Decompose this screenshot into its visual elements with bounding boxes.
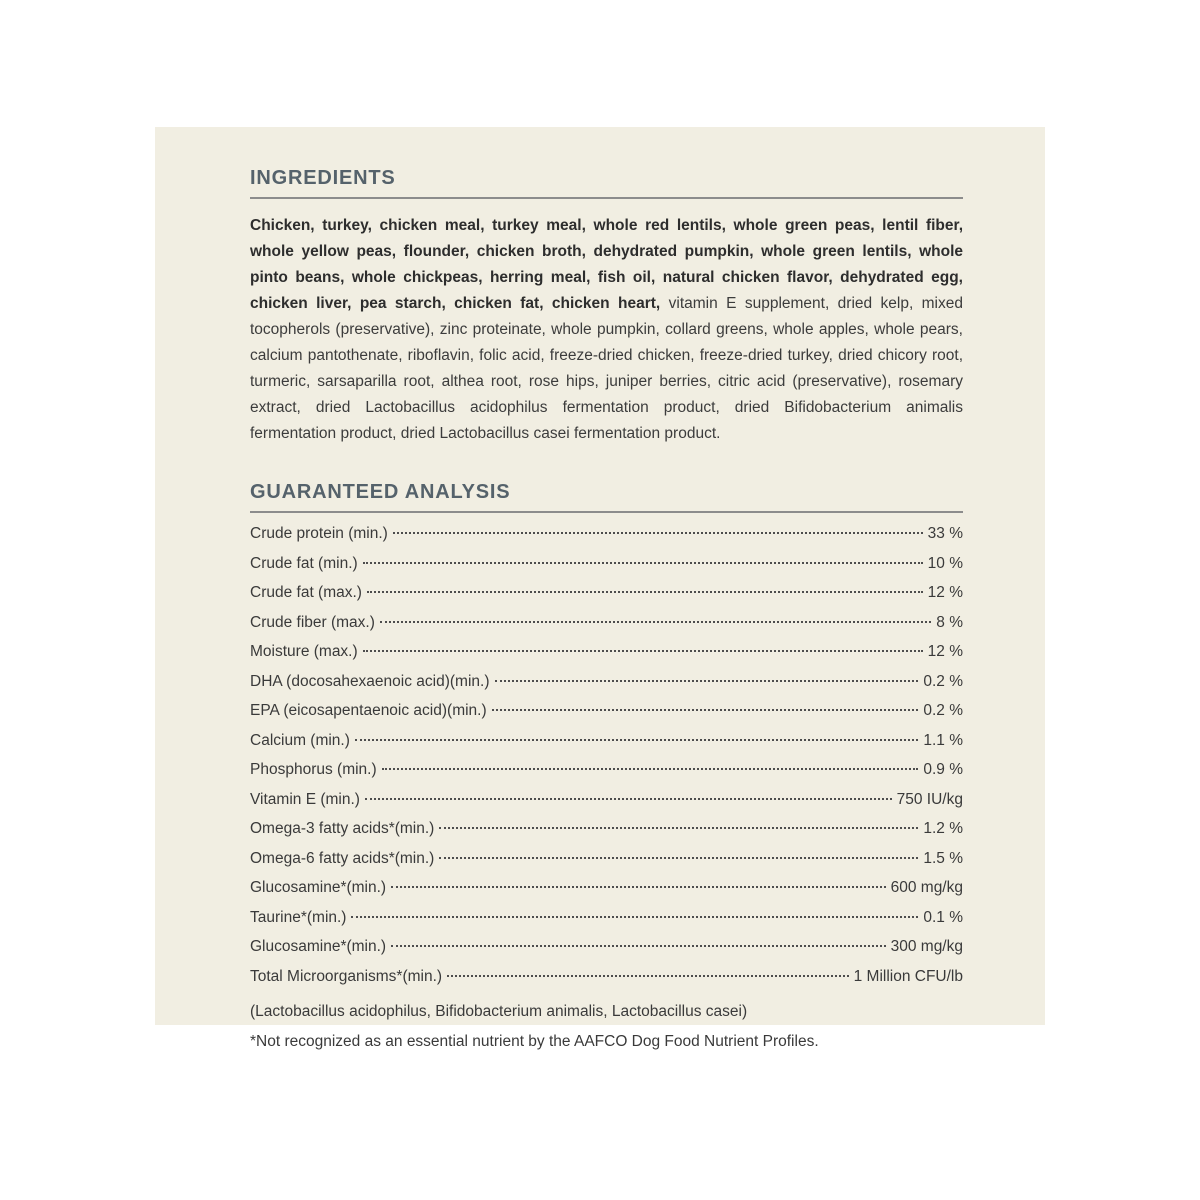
analysis-label: DHA (docosahexaenoic acid)(min.)	[250, 672, 490, 690]
analysis-row	[250, 879, 963, 909]
analysis-row	[250, 555, 963, 585]
analysis-value: 0.2 %	[923, 702, 963, 719]
analysis-value: 750 IU/kg	[896, 790, 963, 808]
analysis-row	[250, 968, 963, 998]
analysis-row	[250, 732, 963, 762]
analysis-label: Glucosamine*(min.)	[250, 938, 387, 955]
analysis-row	[250, 791, 963, 821]
dot-leader	[393, 532, 923, 534]
dot-leader	[447, 975, 849, 977]
label-content	[155, 127, 1045, 1056]
guaranteed-analysis-section	[250, 481, 963, 1056]
guaranteed-analysis-divider	[250, 511, 963, 513]
analysis-label: Total Microorganisms*(min.)	[250, 967, 443, 985]
analysis-row	[250, 938, 963, 968]
analysis-value: 0.9 %	[923, 761, 963, 778]
analysis-value: 33 %	[927, 525, 963, 542]
dot-leader	[365, 798, 892, 800]
analysis-label: Calcium (min.)	[250, 731, 350, 749]
analysis-label: Phosphorus (min.)	[250, 761, 377, 778]
analysis-value: 0.2 %	[923, 672, 963, 690]
analysis-label: Crude fiber (max.)	[250, 613, 375, 631]
dot-leader	[367, 591, 923, 593]
dot-leader	[363, 562, 923, 564]
analysis-row	[250, 673, 963, 703]
analysis-value: 1.5 %	[923, 849, 963, 867]
analysis-row	[250, 820, 963, 850]
analysis-row	[250, 584, 963, 614]
analysis-label: Crude protein (min.)	[250, 525, 388, 542]
analysis-label: Crude fat (max.)	[250, 584, 362, 601]
ingredients-bold-text: Chicken, turkey, chicken meal, turkey meal, whole red lentils, whole green peas, lentil fiber, whole yellow peas, flounder, chicken broth, dehydrated pumpkin, whole green lentils, whole pinto beans, whole chickpeas, herring meal, fish oil, natural chicken flavor, dehydrated egg, chicken liver, pea starch, chicken fat, chicken heart,	[250, 217, 963, 312]
analysis-value: 300 mg/kg	[890, 938, 963, 955]
dot-leader	[382, 768, 919, 770]
analysis-label: Moisture (max.)	[250, 643, 358, 660]
dot-leader	[439, 857, 918, 859]
ingredients-divider	[250, 197, 963, 199]
dot-leader	[391, 886, 886, 888]
analysis-label: Glucosamine*(min.)	[250, 879, 387, 896]
analysis-value: 600 mg/kg	[890, 879, 963, 896]
analysis-value: 12 %	[927, 584, 963, 601]
guaranteed-analysis-table	[250, 525, 963, 997]
dot-leader	[439, 827, 918, 829]
analysis-row	[250, 761, 963, 791]
analysis-row	[250, 643, 963, 673]
analysis-row	[250, 850, 963, 880]
ingredients-paragraph	[250, 213, 963, 447]
analysis-label: Omega-3 fatty acids*(min.)	[250, 820, 435, 837]
dot-leader	[355, 739, 918, 741]
analysis-value: 1 Million CFU/lb	[853, 967, 963, 985]
analysis-value: 10 %	[927, 554, 963, 572]
product-label-panel	[155, 127, 1045, 1050]
analysis-value: 8 %	[936, 613, 963, 631]
analysis-row	[250, 525, 963, 555]
microorganisms-detail: (Lactobacillus acidophilus, Bifidobacterium animalis, Lactobacillus casei)	[250, 1003, 748, 1020]
dot-leader	[391, 945, 886, 947]
analysis-label: Taurine*(min.)	[250, 908, 347, 926]
analysis-value: 12 %	[927, 643, 963, 660]
analysis-value: 0.1 %	[923, 908, 963, 926]
analysis-row	[250, 702, 963, 732]
guaranteed-analysis-title: GUARANTEED ANALYSIS	[250, 481, 511, 503]
dot-leader	[492, 709, 919, 711]
dot-leader	[363, 650, 923, 652]
analysis-label: Vitamin E (min.)	[250, 790, 360, 808]
dot-leader	[351, 916, 918, 918]
analysis-label: Omega-6 fatty acids*(min.)	[250, 849, 435, 867]
analysis-label: Crude fat (min.)	[250, 554, 358, 572]
ingredients-section	[250, 167, 963, 447]
ingredients-title: INGREDIENTS	[250, 167, 396, 189]
analysis-row	[250, 909, 963, 939]
ingredients-regular-text: vitamin E supplement, dried kelp, mixed tocopherols (preservative), zinc proteinate, whole pumpkin, collard greens, whole apples, whole pears, calcium pantothenate, riboflavin, folic acid, freeze-dried chicken, freeze-dried turkey, dried chicory root, turmeric, sarsaparilla root, althea root, rose hips, juniper berries, citric acid (preservative), rosemary extract, dried Lactobacillus acidophilus fermentation product, dried Bifidobacterium animalis fermentation product, dried Lactobacillus casei fermentation product.	[250, 295, 963, 442]
analysis-value: 1.1 %	[923, 731, 963, 749]
analysis-row	[250, 614, 963, 644]
aafco-footnote: *Not recognized as an essential nutrient by the AAFCO Dog Food Nutrient Profiles.	[250, 1032, 819, 1050]
analysis-value: 1.2 %	[923, 820, 963, 837]
analysis-label: EPA (eicosapentaenoic acid)(min.)	[250, 702, 487, 719]
dot-leader	[495, 680, 919, 682]
dot-leader	[380, 621, 931, 623]
